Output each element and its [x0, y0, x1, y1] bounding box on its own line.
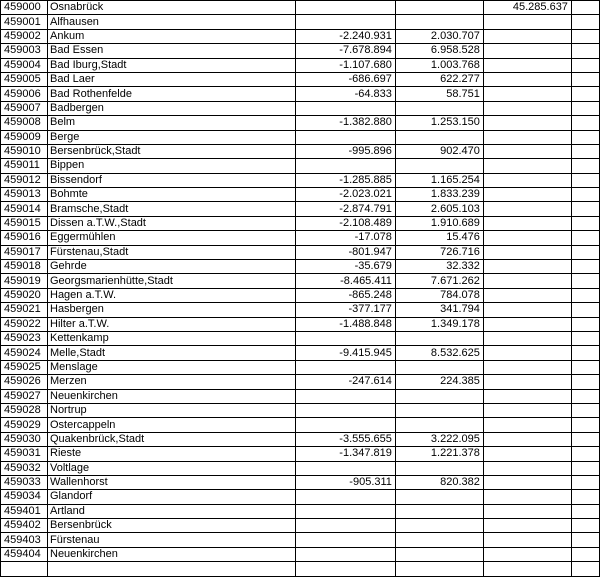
municipality-name-cell: Bohmte	[48, 188, 296, 202]
value-column-3-cell	[483, 375, 571, 389]
value-column-2-cell	[395, 519, 483, 533]
municipality-name-cell: Osnabrück	[48, 1, 296, 15]
table-row	[1, 562, 600, 576]
municipality-name-cell: Georgsmarienhütte,Stadt	[48, 274, 296, 288]
value-column-3-cell	[483, 274, 571, 288]
municipality-name-cell: Artland	[48, 504, 296, 518]
table-row	[1, 116, 600, 130]
trailing-empty-cell	[571, 188, 599, 202]
value-column-2-cell: 8.532.625	[395, 346, 483, 360]
municipality-name-cell: Bad Rothenfelde	[48, 87, 296, 101]
value-column-2-cell: 622.277	[395, 72, 483, 86]
value-column-3-cell	[483, 87, 571, 101]
value-column-1-cell: -7.678.894	[296, 44, 395, 58]
value-column-2-cell	[395, 15, 483, 29]
value-column-1-cell	[296, 504, 395, 518]
table-row	[1, 216, 600, 230]
table-row	[1, 317, 600, 331]
value-column-2-cell	[395, 547, 483, 561]
municipality-code-cell: 459016	[1, 231, 48, 245]
value-column-1-cell	[296, 159, 395, 173]
municipality-name-cell: Hagen a.T.W.	[48, 288, 296, 302]
value-column-3-cell	[483, 44, 571, 58]
municipality-code-cell: 459031	[1, 447, 48, 461]
value-column-2-cell: 784.078	[395, 288, 483, 302]
table-row	[1, 130, 600, 144]
trailing-empty-cell	[571, 72, 599, 86]
municipality-code-cell: 459019	[1, 274, 48, 288]
value-column-2-cell	[395, 418, 483, 432]
table-row	[1, 418, 600, 432]
trailing-empty-cell	[571, 144, 599, 158]
table-row	[1, 29, 600, 43]
value-column-3-cell	[483, 202, 571, 216]
municipality-code-cell: 459020	[1, 288, 48, 302]
value-column-3-cell	[483, 260, 571, 274]
value-column-3-cell	[483, 346, 571, 360]
municipality-name-cell: Belm	[48, 116, 296, 130]
value-column-3-cell	[483, 475, 571, 489]
value-column-2-cell	[395, 533, 483, 547]
value-column-1-cell	[296, 1, 395, 15]
municipality-name-cell: Dissen a.T.W.,Stadt	[48, 216, 296, 230]
value-column-2-cell: 1.349.178	[395, 317, 483, 331]
table-row	[1, 389, 600, 403]
table-row	[1, 58, 600, 72]
municipality-name-cell: Nortrup	[48, 403, 296, 417]
table-row	[1, 346, 600, 360]
municipality-code-cell: 459009	[1, 130, 48, 144]
value-column-2-cell: 6.958.528	[395, 44, 483, 58]
municipality-name-cell: Alfhausen	[48, 15, 296, 29]
trailing-empty-cell	[571, 317, 599, 331]
municipality-code-cell: 459010	[1, 144, 48, 158]
value-column-1-cell	[296, 15, 395, 29]
value-column-1-cell	[296, 331, 395, 345]
value-column-1-cell: -2.240.931	[296, 29, 395, 43]
value-column-1-cell: -35.679	[296, 260, 395, 274]
municipality-code-cell: 459000	[1, 1, 48, 15]
table-row	[1, 87, 600, 101]
municipality-name-cell: Bissendorf	[48, 173, 296, 187]
value-column-2-cell: 1.003.768	[395, 58, 483, 72]
value-column-1-cell	[296, 562, 395, 576]
value-column-3-cell	[483, 519, 571, 533]
municipality-code-cell: 459023	[1, 331, 48, 345]
municipality-name-cell: Bad Laer	[48, 72, 296, 86]
trailing-empty-cell	[571, 447, 599, 461]
municipality-code-cell: 459404	[1, 547, 48, 561]
trailing-empty-cell	[571, 331, 599, 345]
municipality-code-cell: 459029	[1, 418, 48, 432]
value-column-3-cell	[483, 72, 571, 86]
value-column-3-cell	[483, 533, 571, 547]
trailing-empty-cell	[571, 87, 599, 101]
value-column-1-cell	[296, 418, 395, 432]
value-column-2-cell	[395, 331, 483, 345]
municipality-code-cell: 459008	[1, 116, 48, 130]
value-column-1-cell	[296, 490, 395, 504]
municipality-code-cell: 459001	[1, 15, 48, 29]
value-column-1-cell: -2.023.021	[296, 188, 395, 202]
trailing-empty-cell	[571, 475, 599, 489]
municipality-code-cell: 459027	[1, 389, 48, 403]
value-column-3-cell	[483, 15, 571, 29]
value-column-1-cell: -17.078	[296, 231, 395, 245]
municipality-name-cell: Voltlage	[48, 461, 296, 475]
value-column-2-cell: 820.382	[395, 475, 483, 489]
municipality-code-cell: 459403	[1, 533, 48, 547]
table-row	[1, 260, 600, 274]
table-row	[1, 490, 600, 504]
value-column-3-cell	[483, 461, 571, 475]
municipality-name-cell: Fürstenau,Stadt	[48, 245, 296, 259]
table-row	[1, 475, 600, 489]
table-row	[1, 504, 600, 518]
value-column-3-cell	[483, 101, 571, 115]
trailing-empty-cell	[571, 202, 599, 216]
trailing-empty-cell	[571, 216, 599, 230]
municipality-name-cell: Gehrde	[48, 260, 296, 274]
municipality-name-cell: Rieste	[48, 447, 296, 461]
trailing-empty-cell	[571, 29, 599, 43]
value-column-1-cell: -801.947	[296, 245, 395, 259]
value-column-1-cell: -64.833	[296, 87, 395, 101]
table-body	[1, 1, 600, 577]
table-row	[1, 519, 600, 533]
municipality-code-cell: 459022	[1, 317, 48, 331]
table-row	[1, 44, 600, 58]
value-column-1-cell	[296, 101, 395, 115]
value-column-3-cell	[483, 547, 571, 561]
value-column-3-cell	[483, 303, 571, 317]
value-column-2-cell	[395, 101, 483, 115]
municipality-code-cell: 459402	[1, 519, 48, 533]
municipality-code-cell: 459401	[1, 504, 48, 518]
municipality-name-cell: Glandorf	[48, 490, 296, 504]
trailing-empty-cell	[571, 58, 599, 72]
municipality-name-cell: Menslage	[48, 360, 296, 374]
trailing-empty-cell	[571, 303, 599, 317]
value-column-3-cell	[483, 216, 571, 230]
municipality-code-cell: 459012	[1, 173, 48, 187]
table-row	[1, 403, 600, 417]
value-column-2-cell: 2.605.103	[395, 202, 483, 216]
municipality-name-cell: Melle,Stadt	[48, 346, 296, 360]
municipality-code-cell: 459003	[1, 44, 48, 58]
municipality-code-cell: 459015	[1, 216, 48, 230]
municipality-code-cell: 459030	[1, 432, 48, 446]
value-column-1-cell: -905.311	[296, 475, 395, 489]
value-column-2-cell	[395, 389, 483, 403]
table-row	[1, 533, 600, 547]
value-column-2-cell: 224.385	[395, 375, 483, 389]
municipality-name-cell: Bad Iburg,Stadt	[48, 58, 296, 72]
municipality-code-cell	[1, 562, 48, 576]
table-row	[1, 101, 600, 115]
value-column-3-cell: 45.285.637	[483, 1, 571, 15]
municipality-code-cell: 459013	[1, 188, 48, 202]
table-row	[1, 159, 600, 173]
value-column-1-cell: -1.107.680	[296, 58, 395, 72]
municipality-code-cell: 459033	[1, 475, 48, 489]
value-column-2-cell: 1.221.378	[395, 447, 483, 461]
trailing-empty-cell	[571, 389, 599, 403]
trailing-empty-cell	[571, 245, 599, 259]
value-column-1-cell: -1.347.819	[296, 447, 395, 461]
value-column-2-cell	[395, 1, 483, 15]
value-column-3-cell	[483, 116, 571, 130]
value-column-2-cell: 32.332	[395, 260, 483, 274]
trailing-empty-cell	[571, 533, 599, 547]
value-column-2-cell: 1.165.254	[395, 173, 483, 187]
value-column-1-cell: -247.614	[296, 375, 395, 389]
value-column-3-cell	[483, 562, 571, 576]
trailing-empty-cell	[571, 116, 599, 130]
municipality-code-cell: 459005	[1, 72, 48, 86]
municipality-name-cell: Kettenkamp	[48, 331, 296, 345]
value-column-3-cell	[483, 130, 571, 144]
trailing-empty-cell	[571, 101, 599, 115]
municipality-code-cell: 459026	[1, 375, 48, 389]
municipality-code-cell: 459011	[1, 159, 48, 173]
value-column-2-cell: 1.253.150	[395, 116, 483, 130]
value-column-2-cell: 1.833.239	[395, 188, 483, 202]
value-column-2-cell	[395, 504, 483, 518]
municipality-name-cell: Quakenbrück,Stadt	[48, 432, 296, 446]
value-column-2-cell	[395, 403, 483, 417]
value-column-2-cell	[395, 490, 483, 504]
value-column-1-cell	[296, 519, 395, 533]
value-column-1-cell: -377.177	[296, 303, 395, 317]
value-column-2-cell: 58.751	[395, 87, 483, 101]
value-column-3-cell	[483, 418, 571, 432]
municipality-code-cell: 459032	[1, 461, 48, 475]
table-row	[1, 231, 600, 245]
municipality-code-cell: 459034	[1, 490, 48, 504]
municipality-name-cell: Bippen	[48, 159, 296, 173]
trailing-empty-cell	[571, 375, 599, 389]
trailing-empty-cell	[571, 432, 599, 446]
table-row	[1, 331, 600, 345]
value-column-2-cell: 1.910.689	[395, 216, 483, 230]
municipality-name-cell: Ankum	[48, 29, 296, 43]
municipality-name-cell: Bramsche,Stadt	[48, 202, 296, 216]
value-column-3-cell	[483, 504, 571, 518]
table-row	[1, 72, 600, 86]
trailing-empty-cell	[571, 15, 599, 29]
municipality-name-cell: Berge	[48, 130, 296, 144]
municipality-name-cell: Neuenkirchen	[48, 547, 296, 561]
municipality-code-cell: 459004	[1, 58, 48, 72]
table-row	[1, 188, 600, 202]
trailing-empty-cell	[571, 260, 599, 274]
municipality-name-cell	[48, 562, 296, 576]
trailing-empty-cell	[571, 274, 599, 288]
table-row	[1, 461, 600, 475]
municipality-name-cell: Ostercappeln	[48, 418, 296, 432]
value-column-1-cell: -1.382.880	[296, 116, 395, 130]
value-column-1-cell: -1.285.885	[296, 173, 395, 187]
value-column-3-cell	[483, 231, 571, 245]
value-column-1-cell	[296, 389, 395, 403]
municipality-code-cell: 459017	[1, 245, 48, 259]
table-row	[1, 144, 600, 158]
value-column-1-cell	[296, 533, 395, 547]
table-row	[1, 274, 600, 288]
value-column-2-cell	[395, 461, 483, 475]
trailing-empty-cell	[571, 562, 599, 576]
value-column-3-cell	[483, 173, 571, 187]
trailing-empty-cell	[571, 173, 599, 187]
value-column-3-cell	[483, 245, 571, 259]
value-column-1-cell: -9.415.945	[296, 346, 395, 360]
trailing-empty-cell	[571, 159, 599, 173]
value-column-2-cell: 7.671.262	[395, 274, 483, 288]
trailing-empty-cell	[571, 519, 599, 533]
trailing-empty-cell	[571, 403, 599, 417]
value-column-1-cell: -1.488.848	[296, 317, 395, 331]
municipality-code-cell: 459006	[1, 87, 48, 101]
municipality-code-cell: 459028	[1, 403, 48, 417]
value-column-3-cell	[483, 288, 571, 302]
value-column-1-cell: -3.555.655	[296, 432, 395, 446]
table-row	[1, 245, 600, 259]
value-column-2-cell	[395, 562, 483, 576]
value-column-1-cell: -8.465.411	[296, 274, 395, 288]
table-row	[1, 303, 600, 317]
trailing-empty-cell	[571, 547, 599, 561]
value-column-2-cell: 3.222.095	[395, 432, 483, 446]
value-column-3-cell	[483, 432, 571, 446]
table-row	[1, 360, 600, 374]
value-column-1-cell: -686.697	[296, 72, 395, 86]
value-column-3-cell	[483, 331, 571, 345]
trailing-empty-cell	[571, 1, 599, 15]
trailing-empty-cell	[571, 461, 599, 475]
value-column-3-cell	[483, 490, 571, 504]
municipality-code-cell: 459018	[1, 260, 48, 274]
municipality-name-cell: Fürstenau	[48, 533, 296, 547]
value-column-3-cell	[483, 159, 571, 173]
value-column-1-cell: -995.896	[296, 144, 395, 158]
value-column-3-cell	[483, 144, 571, 158]
municipality-name-cell: Wallenhorst	[48, 475, 296, 489]
municipality-code-cell: 459024	[1, 346, 48, 360]
value-column-3-cell	[483, 29, 571, 43]
value-column-2-cell	[395, 360, 483, 374]
value-column-3-cell	[483, 360, 571, 374]
value-column-2-cell	[395, 130, 483, 144]
trailing-empty-cell	[571, 346, 599, 360]
value-column-1-cell	[296, 461, 395, 475]
table-row	[1, 432, 600, 446]
trailing-empty-cell	[571, 130, 599, 144]
trailing-empty-cell	[571, 44, 599, 58]
value-column-1-cell: -865.248	[296, 288, 395, 302]
value-column-2-cell: 2.030.707	[395, 29, 483, 43]
municipality-code-cell: 459014	[1, 202, 48, 216]
trailing-empty-cell	[571, 490, 599, 504]
value-column-1-cell: -2.108.489	[296, 216, 395, 230]
municipality-name-cell: Neuenkirchen	[48, 389, 296, 403]
table-row	[1, 447, 600, 461]
municipality-name-cell: Merzen	[48, 375, 296, 389]
municipality-name-cell: Hasbergen	[48, 303, 296, 317]
municipality-code-cell: 459025	[1, 360, 48, 374]
municipality-code-cell: 459002	[1, 29, 48, 43]
municipality-name-cell: Eggermühlen	[48, 231, 296, 245]
trailing-empty-cell	[571, 231, 599, 245]
value-column-1-cell	[296, 403, 395, 417]
value-column-2-cell: 15.476	[395, 231, 483, 245]
value-column-2-cell: 341.794	[395, 303, 483, 317]
municipality-name-cell: Bersenbrück,Stadt	[48, 144, 296, 158]
value-column-2-cell	[395, 159, 483, 173]
trailing-empty-cell	[571, 288, 599, 302]
value-column-2-cell: 902.470	[395, 144, 483, 158]
value-column-3-cell	[483, 58, 571, 72]
value-column-3-cell	[483, 389, 571, 403]
municipality-code-cell: 459007	[1, 101, 48, 115]
trailing-empty-cell	[571, 360, 599, 374]
trailing-empty-cell	[571, 504, 599, 518]
municipality-name-cell: Badbergen	[48, 101, 296, 115]
value-column-1-cell	[296, 547, 395, 561]
municipality-name-cell: Hilter a.T.W.	[48, 317, 296, 331]
value-column-1-cell	[296, 360, 395, 374]
value-column-3-cell	[483, 403, 571, 417]
value-column-1-cell	[296, 130, 395, 144]
table-row	[1, 173, 600, 187]
value-column-3-cell	[483, 447, 571, 461]
trailing-empty-cell	[571, 418, 599, 432]
table-row	[1, 15, 600, 29]
value-column-3-cell	[483, 188, 571, 202]
municipality-code-cell: 459021	[1, 303, 48, 317]
value-column-3-cell	[483, 317, 571, 331]
municipality-name-cell: Bersenbrück	[48, 519, 296, 533]
municipality-name-cell: Bad Essen	[48, 44, 296, 58]
value-column-2-cell: 726.716	[395, 245, 483, 259]
table-row	[1, 202, 600, 216]
table-row	[1, 375, 600, 389]
value-column-1-cell: -2.874.791	[296, 202, 395, 216]
table-row	[1, 1, 600, 15]
table-row	[1, 547, 600, 561]
table-row	[1, 288, 600, 302]
